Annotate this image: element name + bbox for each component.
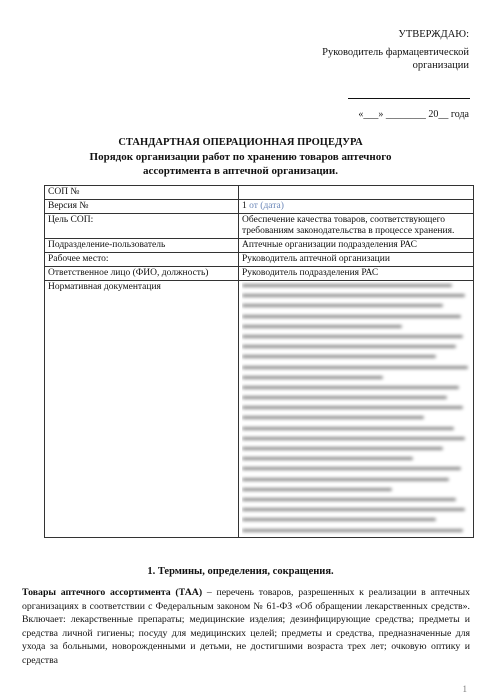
approval-title: УТВЕРЖДАЮ: xyxy=(398,29,469,40)
approval-role-line2: организации xyxy=(412,60,469,71)
blurred-line xyxy=(242,467,461,470)
blurred-normative-docs xyxy=(239,281,474,538)
row-label: Рабочее место: xyxy=(45,253,239,267)
version-number: 1 xyxy=(242,201,247,211)
version-date: от (дата) xyxy=(249,201,284,211)
table-row xyxy=(45,281,474,538)
term-definition: – перечень товаров, разрешенных к реализации в аптечных организациях в соответствии с Федеральным законом № 61-ФЗ «Об обращении лекарственных средств». Включает: лекарственные препараты; медицинские изделия; дезинфицирующие средства; предметы и средства личной гигиены; посуду для медицинских целей; предметы и средства, предназначенные для ухода за больными, новорожденными и детьми, не достигшими возраста трех лет; очковую оптику и средства xyxy=(22,587,470,666)
blurred-line xyxy=(242,508,465,511)
blurred-line xyxy=(242,315,461,318)
doc-title-line2: Порядок организации работ по хранению товаров аптечного xyxy=(89,151,392,163)
blurred-line xyxy=(242,478,449,481)
table-row xyxy=(45,239,474,253)
table-row xyxy=(45,253,474,267)
row-value: Руководитель аптечной организации xyxy=(239,253,474,267)
blurred-line xyxy=(242,457,413,460)
row-label: Нормативная документация xyxy=(45,281,239,538)
blurred-line xyxy=(242,529,463,532)
approval-role xyxy=(299,46,469,72)
row-value: Руководитель подразделения РАС xyxy=(239,267,474,281)
blurred-line xyxy=(242,325,402,328)
blurred-line xyxy=(242,294,465,297)
term-name: Товары аптечного ассортимента (ТАА) xyxy=(22,587,203,598)
table-row xyxy=(45,186,474,200)
blurred-line xyxy=(242,396,447,399)
blurred-line xyxy=(242,335,463,338)
blurred-lines xyxy=(242,284,470,536)
table-row xyxy=(45,214,474,239)
blurred-text-block xyxy=(242,282,470,536)
table-row xyxy=(45,200,474,214)
row-value: Обеспечение качества товаров, соответствующего требованиям законодательства в процессе хранения. xyxy=(239,214,474,239)
blurred-line xyxy=(242,518,436,521)
blurred-line xyxy=(242,416,424,419)
row-value: Аптечные организации подразделения РАС xyxy=(239,239,474,253)
row-label: Ответственное лицо (ФИО, должность) xyxy=(45,267,239,281)
blurred-line xyxy=(242,386,459,389)
blurred-line xyxy=(242,345,456,348)
blurred-line xyxy=(242,366,468,369)
blurred-line xyxy=(242,376,383,379)
blurred-line xyxy=(242,284,452,287)
blurred-line xyxy=(242,427,454,430)
row-label: СОП № xyxy=(45,186,239,200)
approval-date: «___» ________ 20__ года xyxy=(358,109,469,120)
blurred-line xyxy=(242,355,436,358)
row-label: Подразделение-пользователь xyxy=(45,239,239,253)
blurred-line xyxy=(242,406,463,409)
row-value xyxy=(239,186,474,200)
signature-line xyxy=(348,98,470,99)
table-row xyxy=(45,267,474,281)
section-body xyxy=(22,586,470,667)
row-value xyxy=(239,200,474,214)
doc-title-line1: СТАНДАРТНАЯ ОПЕРАЦИОННАЯ ПРОЦЕДУРА xyxy=(118,137,363,148)
row-label: Версия № xyxy=(45,200,239,214)
blurred-line xyxy=(242,498,456,501)
page-number: 1 xyxy=(462,684,467,694)
doc-title-line3: ассортимента в аптечной организации. xyxy=(143,165,338,177)
row-label: Цель СОП: xyxy=(45,214,239,239)
blurred-line xyxy=(242,488,392,491)
approval-role-line1: Руководитель фармацевтической xyxy=(322,47,469,58)
sop-info-table xyxy=(44,185,474,538)
section-title: 1. Термины, определения, сокращения. xyxy=(147,566,334,577)
blurred-line xyxy=(242,447,443,450)
blurred-line xyxy=(242,304,443,307)
blurred-line xyxy=(242,437,465,440)
